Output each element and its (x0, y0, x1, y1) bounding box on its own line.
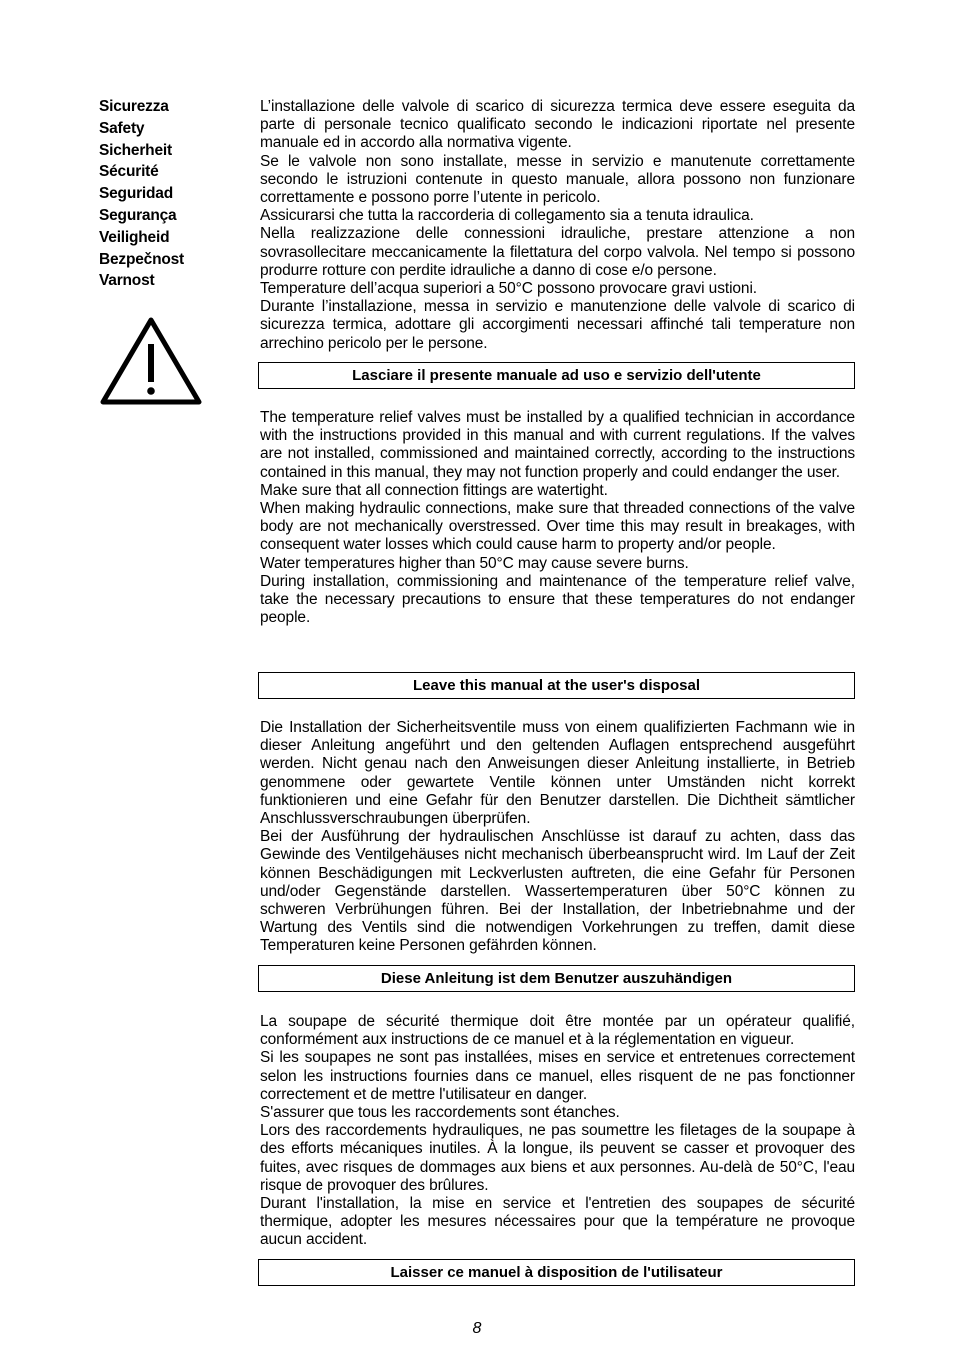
paragraph: Durante l’installazione, messa in servizio e manutenzione delle valvole di scarico di sicurezza termica, adottare gli accorgimenti necessari affinché tali temperature non arrechino pericolo per le persone. (260, 298, 855, 352)
paragraph: Si les soupapes ne sont pas installées, mises en service et entretenues correctement selon les instructions fournies dans ce manuel, elles risquent de ne pas fonctionner correctement et de mettre l'utilisateur en danger. (260, 1049, 855, 1103)
paragraph: When making hydraulic connections, make sure that threaded connections of the valve body are not mechanically overstressed. Over time this may result in breakages, with consequent water losses which could cause harm to property and/or people. (260, 500, 855, 554)
paragraph: Water temperatures higher than 50°C may cause severe burns. (260, 554, 689, 572)
notice-box-english: Leave this manual at the user's disposal (258, 672, 855, 699)
language-heading: Bezpečnost (99, 250, 184, 268)
section-german (260, 719, 855, 956)
section-french (260, 1013, 855, 1250)
notice-box-italian: Lasciare il presente manuale ad uso e servizio dell'utente (258, 362, 855, 389)
language-heading: Segurança (99, 206, 177, 224)
paragraph: L’installazione delle valvole di scarico di sicurezza termica deve essere eseguita da parte di personale tecnico qualificato secondo le indicazioni riportate nel presente manuale ed in accordo alla normativa vigente. (260, 98, 855, 152)
language-heading: Veiligheid (99, 228, 170, 246)
language-heading: Safety (99, 119, 145, 137)
language-heading: Sicurezza (99, 98, 169, 115)
paragraph: S'assurer que tous les raccordements sont étanches. (260, 1104, 620, 1122)
language-heading: Varnost (99, 272, 155, 290)
paragraph: Assicurarsi che tutta la raccorderia di collegamento sia a tenuta idraulica. (260, 207, 754, 225)
section-italian (260, 98, 855, 353)
paragraph: Se le valvole non sono installate, messe in servizio e manutenute correttamente secondo le istruzioni contenute in questo manuale, allora possono non funzionare correttamente e possono porre l’utente in pericolo. (260, 152, 855, 207)
paragraph: Bei der Ausführung der hydraulischen Anschlüsse ist darauf zu achten, dass das Gewinde des Ventilgehäuses nicht mechanisch überbeansprucht wird. Im Lauf der Zeit können Beschädigungen mit Leckverlusten auftreten, die eine Gefahr für Personen und/oder Gegenstände darstellen. Wassertemperaturen über 50°C können zu schweren Verbrühungen führen. Bei der Installation, der Inbetriebnahme und der Wartung des Ventils sind die notwendigen Vorkehrungen zu treffen, damit diese Temperaturen keine Personen gefährden können. (260, 828, 855, 955)
paragraph: The temperature relief valves must be installed by a qualified technician in accordance with the instructions provided in this manual and with current regulations. If the valves are not installed, commissioned and maintained correctly, according to the instructions contained in this manual, they may not function properly and could endanger the user. (260, 409, 855, 481)
warning-triangle-icon (99, 314, 203, 406)
paragraph: Die Installation der Sicherheitsventile muss von einem qualifizierten Fachmann wie in dieser Anleitung angeführt und den geltenden Auflagen entsprechend ausgeführt werden. Nicht genau nach den Anweisungen dieser Anleitung installierte, in Betrieb genommene oder gewartete Ventile können unter Umständen nicht korrekt funktionieren und eine Gefahr für den Benutzer darstellen. Die Dichtheit sämtlicher Anschlussverschraubungen überprüfen. (260, 719, 855, 828)
paragraph: Durant l'installation, la mise en service et l'entretien des soupapes de sécurité thermique, adopter les mesures nécessaires pour que la température ne provoque aucun accident. (260, 1195, 855, 1249)
paragraph: During installation, commissioning and maintenance of the temperature relief valve, take the necessary precautions to ensure that these temperatures do not endanger people. (260, 572, 855, 627)
notice-box-french: Laisser ce manuel à disposition de l'utilisateur (258, 1259, 855, 1286)
language-heading: Sicherheit (99, 141, 172, 159)
paragraph: Temperature dell’acqua superiori a 50°C possono provocare gravi ustioni. (260, 280, 757, 298)
paragraph: Lors des raccordements hydrauliques, ne pas soumettre les filetages de la soupape à des efforts mécaniques inutiles. À la longue, ils peuvent se casser et provoquer des fuites, avec risques de dommages aux biens et aux personnes. Au-delà de 50°C, l'eau risque de provoquer des brûlures. (260, 1122, 855, 1194)
language-heading: Sécurité (99, 163, 159, 181)
language-list (99, 96, 239, 292)
paragraph: Nella realizzazione delle connessioni idrauliche, prestare attenzione a non sovrasollecitare meccanicamente la filettatura del corpo valvola. Nel tempo si possono produrre rotture con perdite idrauliche a danno di cose e/o persone. (260, 225, 855, 279)
paragraph: Make sure that all connection fittings are watertight. (260, 481, 608, 499)
notice-box-german: Diese Anleitung ist dem Benutzer auszuhändigen (258, 965, 855, 992)
language-heading: Seguridad (99, 185, 173, 203)
paragraph: La soupape de sécurité thermique doit être montée par un opérateur qualifié, conformément aux instructions de ce manuel et à la réglementation en vigueur. (260, 1013, 855, 1049)
section-english (260, 409, 855, 627)
page-number: 8 (472, 1320, 482, 1337)
